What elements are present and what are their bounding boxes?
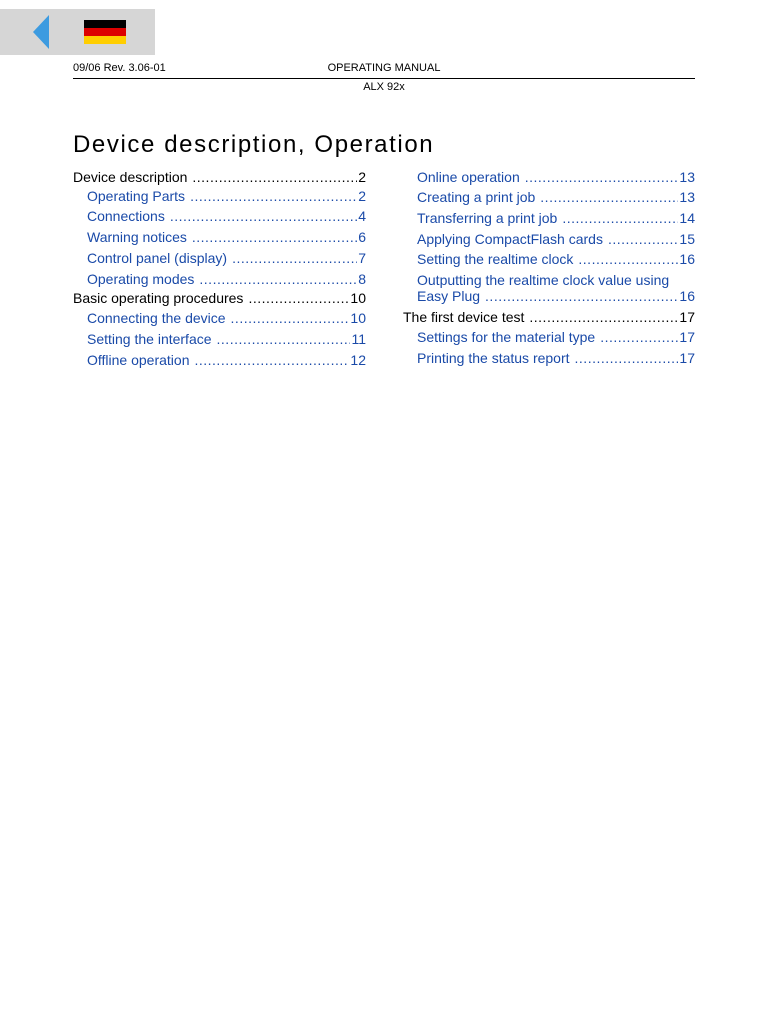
- toc-entry-line: [417, 189, 695, 205]
- dot-leader: [578, 251, 678, 267]
- toc-entry[interactable]: [73, 331, 366, 347]
- dot-leader: [540, 189, 678, 205]
- toc-entry[interactable]: [73, 310, 366, 326]
- toc-entry-label: The first device test: [403, 309, 525, 325]
- dot-leader: [192, 169, 357, 185]
- toc-page-number: 4: [358, 208, 366, 224]
- toc-entry[interactable]: [403, 329, 695, 345]
- toc-page-number: 16: [679, 288, 695, 304]
- dot-leader: [231, 310, 350, 326]
- dot-leader: [199, 271, 357, 287]
- dot-leader: [232, 250, 357, 266]
- toc-page-number: 13: [679, 169, 695, 185]
- toc-entry-line: [417, 251, 695, 267]
- dot-leader: [529, 309, 678, 325]
- toc-entry-label: Control panel (display): [87, 250, 228, 266]
- toc-page-number: 10: [350, 310, 366, 326]
- section-title: Device description, Operation: [73, 131, 435, 158]
- dot-leader: [600, 329, 678, 345]
- toc-entry-line: [87, 271, 366, 287]
- manual-title: OPERATING MANUAL: [327, 62, 441, 74]
- toc-entry[interactable]: [73, 229, 366, 245]
- revision-label: 09/06 Rev. 3.06-01: [73, 62, 166, 74]
- toc-entry-line: [417, 210, 695, 226]
- toc-entry-line: [417, 350, 695, 366]
- toc-entry-line: [87, 352, 366, 368]
- toc-entry-line: [73, 169, 366, 185]
- toc-page-number: 14: [679, 210, 695, 226]
- dot-leader: [525, 169, 679, 185]
- dot-leader: [608, 231, 678, 247]
- toc-entry-line: [417, 288, 695, 304]
- dot-leader: [575, 350, 679, 366]
- back-arrow-icon: [28, 13, 58, 51]
- toc-entry[interactable]: [403, 350, 695, 366]
- toc-entry-label: Online operation: [417, 169, 520, 185]
- toc-page-number: 2: [358, 169, 366, 185]
- dot-leader: [194, 352, 349, 368]
- toc-entry-line: [87, 331, 366, 347]
- header-divider: [73, 78, 695, 79]
- toc-entry[interactable]: [73, 188, 366, 204]
- model-label: ALX 92x: [363, 81, 405, 93]
- dot-leader: [190, 188, 357, 204]
- toc-entry[interactable]: [73, 208, 366, 224]
- toc-entry-label: Operating Parts: [87, 188, 186, 204]
- toc-entry-line: [87, 188, 366, 204]
- toc-entry-line: [87, 229, 366, 245]
- toc-entry-label: Offline operation: [87, 352, 190, 368]
- toc-page-number: 8: [358, 271, 366, 287]
- toc-entry[interactable]: [403, 251, 695, 267]
- toc-entry-label: Connecting the device: [87, 310, 226, 326]
- toc-entry[interactable]: [403, 231, 695, 247]
- navigation-bar: [0, 9, 155, 55]
- toc-entry-label: Transferring a print job: [417, 210, 558, 226]
- toc-entry[interactable]: [403, 169, 695, 185]
- toc-page-number: 6: [358, 229, 366, 245]
- toc-entry[interactable]: [403, 272, 695, 304]
- toc-entry-line: [403, 309, 695, 325]
- toc-entry[interactable]: [73, 290, 366, 306]
- toc-entry-line: [417, 169, 695, 185]
- toc-entry-line: [87, 310, 366, 326]
- toc-page-number: 17: [679, 309, 695, 325]
- toc-page-number: 17: [679, 329, 695, 345]
- toc-entry[interactable]: [403, 189, 695, 205]
- toc-entry-label: Operating modes: [87, 271, 195, 287]
- toc-page-number: 12: [350, 352, 366, 368]
- toc-entry-label: Basic operating procedures: [73, 290, 244, 306]
- language-flag-button[interactable]: [84, 20, 126, 44]
- toc-page-number: 16: [679, 251, 695, 267]
- toc-entry-label: Setting the realtime clock: [417, 251, 574, 267]
- toc-page-number: 11: [351, 331, 366, 347]
- toc-entry-label-continued: Easy Plug: [417, 288, 481, 304]
- toc-page-number: 15: [679, 231, 695, 247]
- toc-entry-line: [417, 329, 695, 345]
- toc-entry-label: Device description: [73, 169, 188, 185]
- toc-page-number: 13: [679, 189, 695, 205]
- toc-entry-label: Creating a print job: [417, 189, 536, 205]
- dot-leader: [248, 290, 349, 306]
- toc-entry[interactable]: [73, 271, 366, 287]
- toc-entry-label: Settings for the material type: [417, 329, 596, 345]
- toc-entry-label: Printing the status report: [417, 350, 570, 366]
- toc-page-number: 7: [358, 250, 366, 266]
- toc-entry-label: Setting the interface: [87, 331, 212, 347]
- toc-entry-line: [73, 290, 366, 306]
- toc-entry[interactable]: [73, 169, 366, 185]
- toc-page-number: 10: [350, 290, 366, 306]
- toc-entry[interactable]: [403, 309, 695, 325]
- dot-leader: [485, 288, 678, 304]
- dot-leader: [217, 331, 351, 347]
- dot-leader: [170, 208, 357, 224]
- toc-entry-label: Applying CompactFlash cards: [417, 231, 603, 247]
- toc-entry[interactable]: [403, 210, 695, 226]
- toc-entry[interactable]: [73, 352, 366, 368]
- toc-page-number: 2: [358, 188, 366, 204]
- toc-entry-line: [417, 231, 695, 247]
- toc-entry-label: Connections: [87, 208, 165, 224]
- toc-entry-line: [87, 208, 366, 224]
- dot-leader: [562, 210, 678, 226]
- toc-entry-label: Warning notices: [87, 229, 187, 245]
- page-header: [73, 60, 695, 94]
- back-button[interactable]: [28, 13, 58, 51]
- german-flag-icon: [84, 20, 126, 44]
- dot-leader: [192, 229, 357, 245]
- toc-entry-line: [87, 250, 366, 266]
- toc-page-number: 17: [679, 350, 695, 366]
- toc-entry-label: Outputting the realtime clock value using: [417, 272, 670, 288]
- toc-entry[interactable]: [73, 250, 366, 266]
